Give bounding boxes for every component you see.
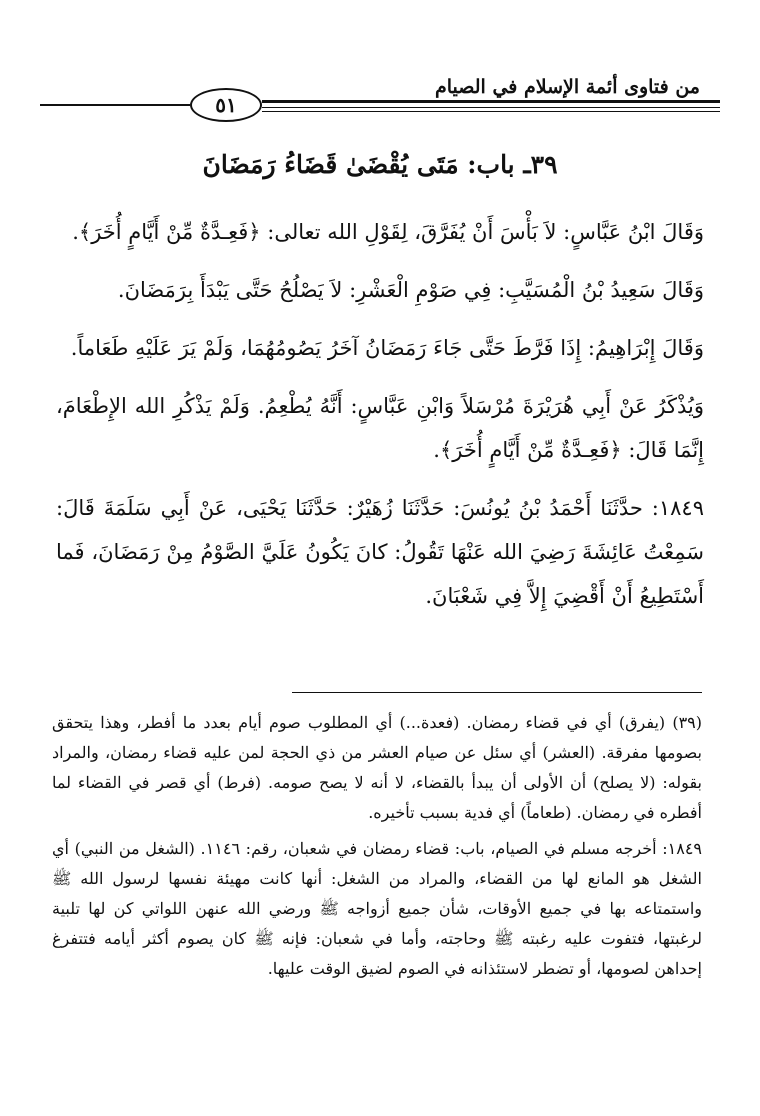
paragraph-ibrahim: وَقَالَ إِبْرَاهِيمُ: إِذَا فَرَّطَ حَتَّى جَاءَ رَمَضَانُ آخَرُ يَصُومُهُمَا، وَلَمْ يَرَ عَلَيْهِ طَعَاماً. [70, 336, 704, 360]
hadith-1849: ١٨٤٩: حدَّثَنَا أَحْمَدُ بْنُ يُونُسَ: حَدَّثَنَا زُهَيْرٌ: حَدَّثَنَا يَحْيَى، عَنْ أَبِي سَلَمَةَ قَالَ: سَمِعْتُ عَائِشَةَ رَضِيَ الله عَنْهَا تَقُولُ: كانَ يَكُونُ عَلَيَّ الصَّوْمُ مِنْ رَمَضَانَ، فَما أَسْتَطِيعُ أَنْ أَقْضِيَ إِلاَّ فِي شَعْبَانَ. [56, 496, 704, 608]
header-rule-thick [262, 100, 720, 103]
header-rule-left [40, 104, 190, 106]
header-rule-thin-second [262, 111, 720, 112]
footnote-1849: ١٨٤٩: أخرجه مسلم في الصيام، باب: قضاء رمضان في شعبان، رقم: ١١٤٦. (الشغل من النبي) أي الشغل هو المانع لها من القضاء، والمراد من الشغل: أنها كانت مهيئة نفسها لرسول الله ﷺ واستمتاعه بها في جميع الأوقات، شأن جميع أزواجه ﷺ ورضي الله عنهن اللواتي كن لها تلبية لرغبتها، فتفوت عليه رغبته ﷺ وحاجته، وأما في شعبان: فإنه ﷺ كان يصوم أكثر أيامه فتتفرغ إحداهن لصومها، أو تضطر لاستئذانه في الصوم لضيق الوقت عليها. [52, 839, 703, 978]
footnote-divider [292, 692, 702, 693]
chapter-heading: ٣٩ـ باب: مَتَى يُقْضَىٰ قَضَاءُ رَمَضَانَ [202, 150, 558, 179]
page-number: ٥١ [190, 88, 262, 122]
running-title: من فتاوى أئمة الإسلام في الصيام [435, 76, 700, 98]
paragraph-ibn-abbas: وَقَالَ ابْنُ عَبَّاسٍ: لاَ بَأْسَ أَنْ يُفَرَّقَ، لِقَوْلِ الله تعالى: ﴿فَعِـدَّةٌ مِّنْ أَيَّامٍ أُخَرَ﴾. [72, 220, 704, 244]
footnote-39: (٣٩) (يفرق) أي في قضاء رمضان. (فعدة...) أي المطلوب صوم أيام بعدد ما أفطر، وهذا يتحقق بصومها مفرقة. (العشر) أي سئل عن صيام العشر من ذي الحجة لمن عليه قضاء رمضان، والمراد بقوله: (لا يصلح) أن الأولى أن يبدأ بالقضاء، لا أنه لا يصح صومه. (فرط) أي قصر في القضاء لما أفطره في رمضان. (طعاماً) أي فدية بسبب تأخيره. [52, 713, 702, 822]
paragraph-abu-hurayra: وَيُذْكَرُ عَنْ أَبِي هُرَيْرَةَ مُرْسَلاً وَابْنِ عَبَّاسٍ: أَنَّهُ يُطْعِمُ. وَلَمْ يَذْكُرِ الله الإِطْعَامَ، إِنَّمَا قَالَ: ﴿فَعِـدَّةٌ مِّنْ أَيَّامٍ أُخَرَ﴾. [56, 394, 704, 462]
paragraph-said-ibn-musayyib: وَقَالَ سَعِيدُ بْنُ الْمُسَيَّبِ: فِي صَوْمِ الْعَشْرِ: لاَ يَصْلُحُ حَتَّى يَبْدَأَ بِرَمَضَانَ. [117, 278, 704, 302]
header-rule-thin [262, 107, 720, 108]
footnotes [52, 708, 702, 990]
main-text [56, 210, 704, 632]
